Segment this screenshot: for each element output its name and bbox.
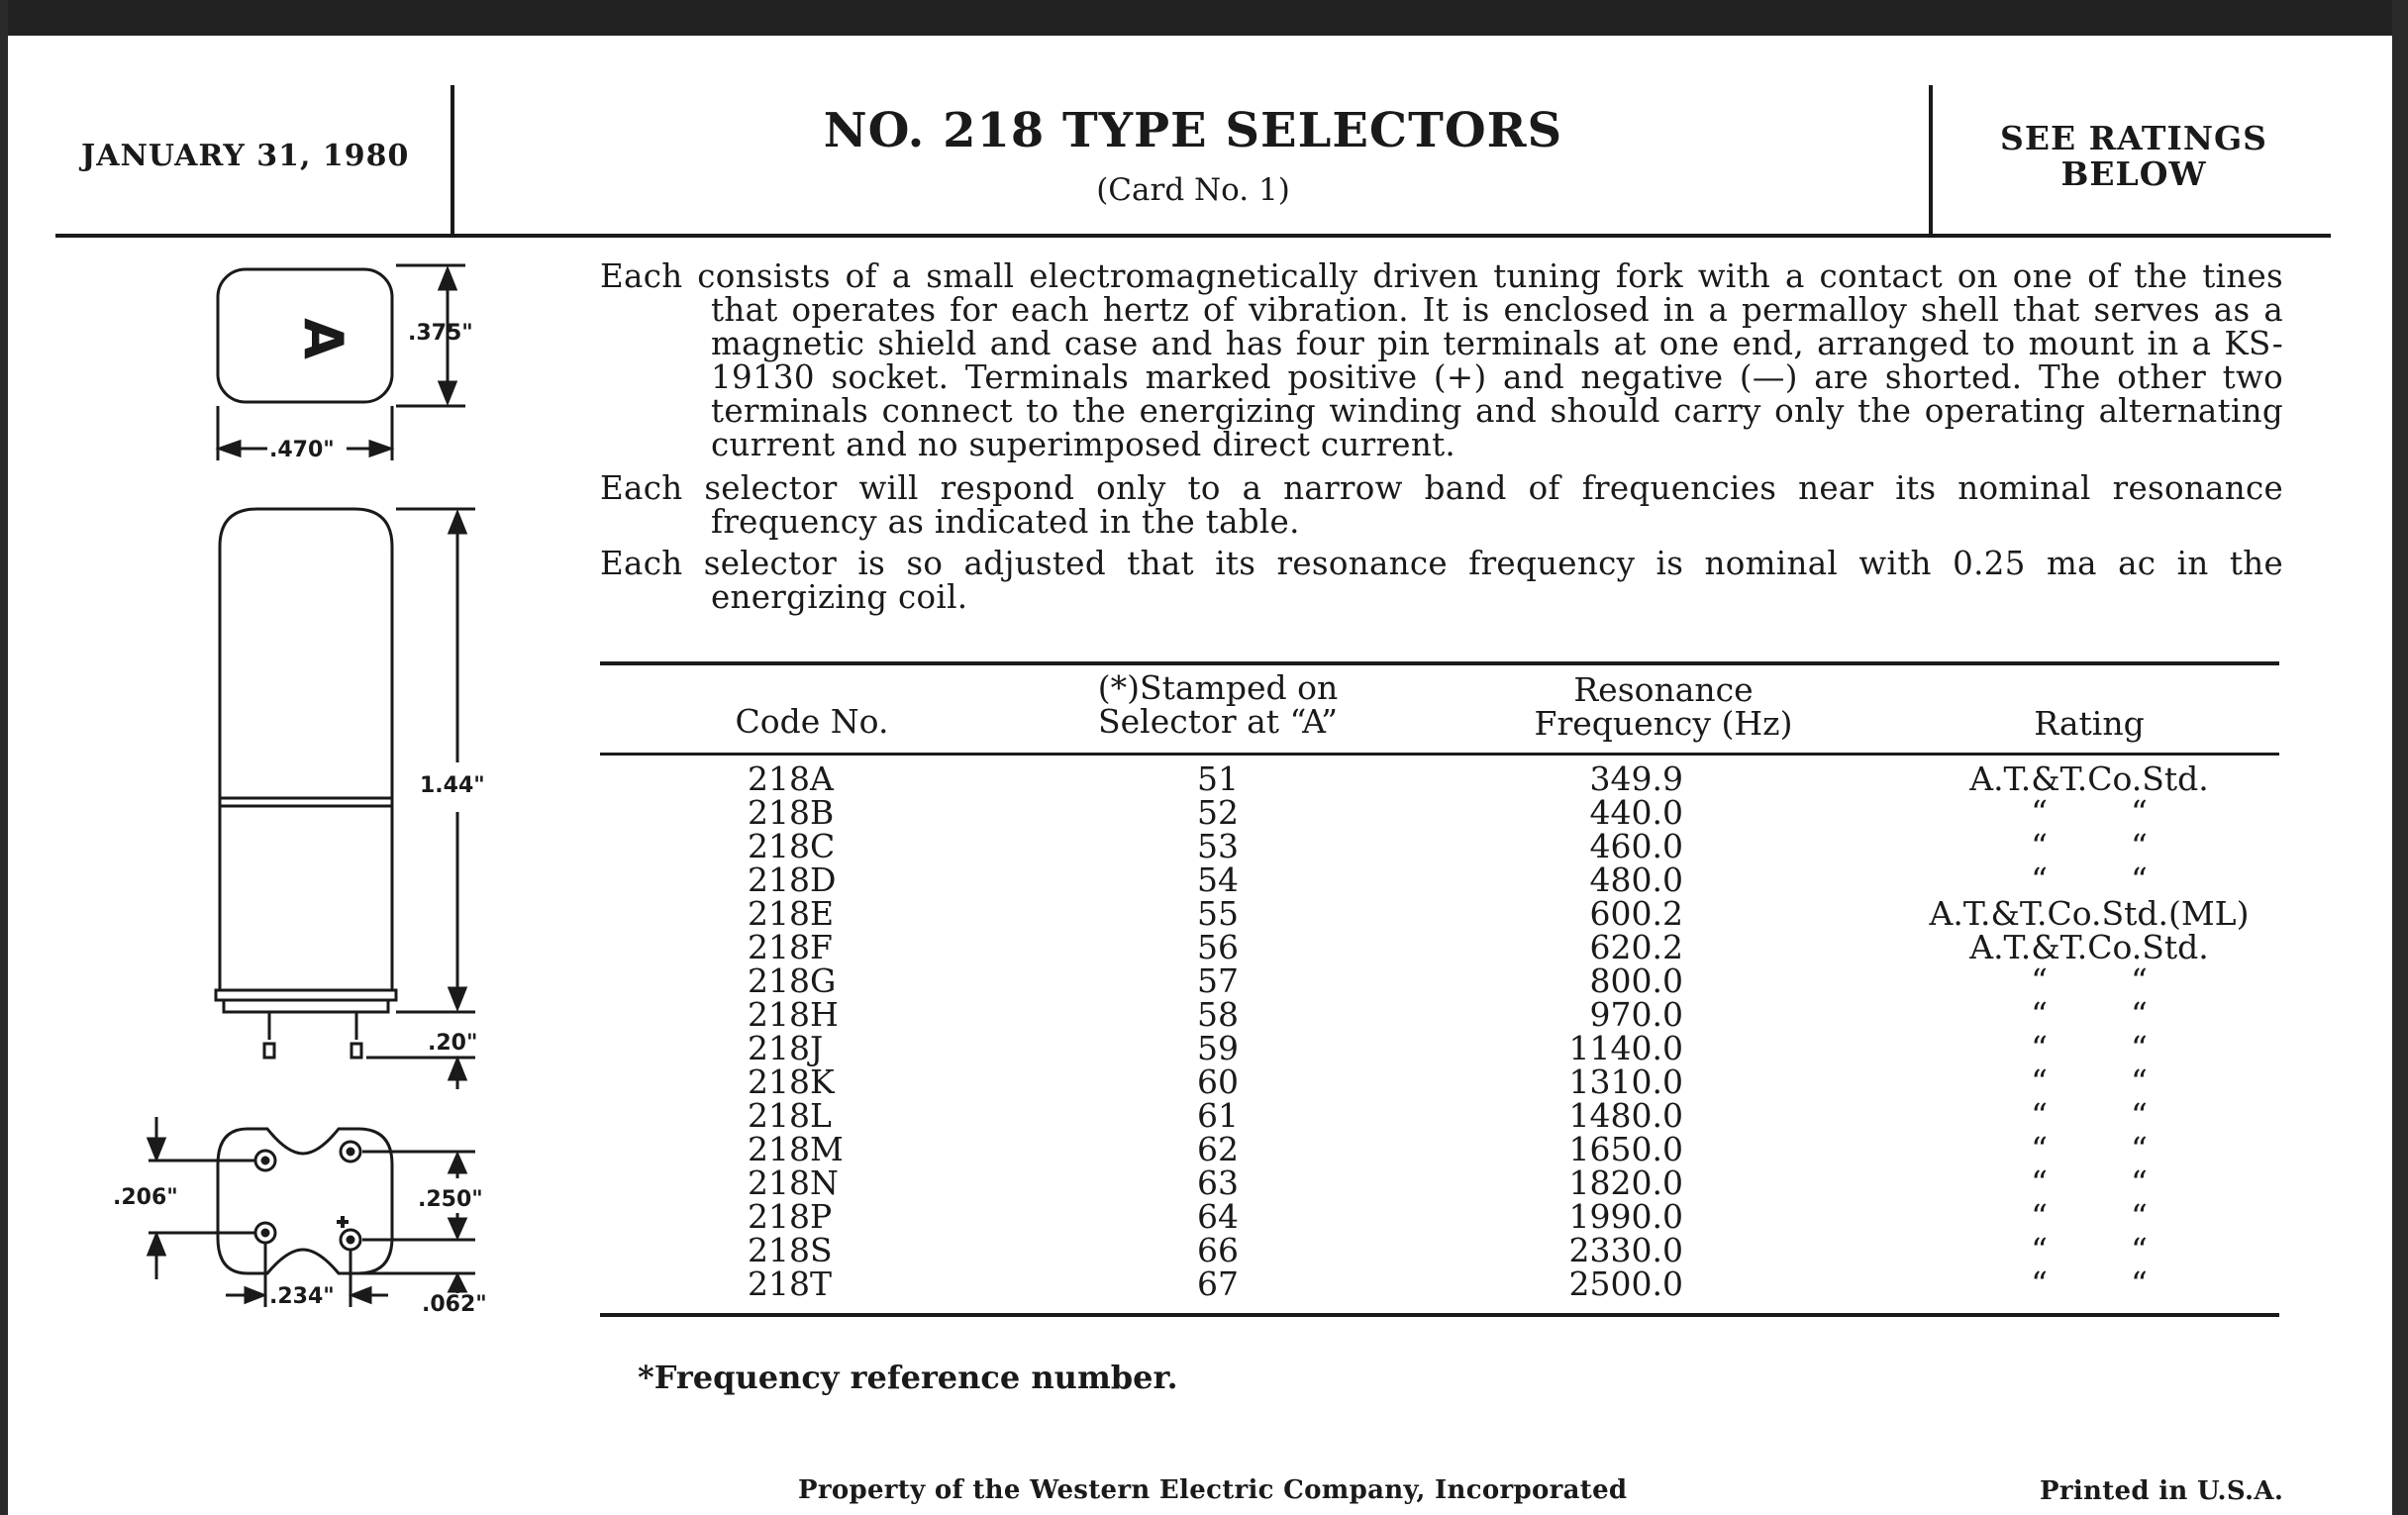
col-header-frequency-line1: Resonance	[1573, 670, 1754, 709]
table-cell-code: 218L	[748, 1096, 832, 1135]
see-ratings-line1: SEE RATINGS	[1999, 119, 2268, 157]
table-cell-freq: 460.0	[1589, 827, 1683, 865]
table-cell-stamp: 60	[1197, 1062, 1239, 1101]
table-cell-code: 218K	[748, 1062, 835, 1101]
col-header-frequency	[1485, 670, 1842, 743]
dim-375: .375"	[408, 321, 473, 346]
table-cell-rating: “ “	[2031, 860, 2148, 899]
table-cell-freq: 2330.0	[1568, 1231, 1683, 1269]
table-cell-stamp: 56	[1197, 928, 1239, 966]
table-cell-freq: 2500.0	[1568, 1264, 1683, 1303]
table-cell-stamp: 57	[1197, 961, 1239, 1000]
table-cell-code: 218N	[748, 1163, 839, 1202]
dim-470: .470"	[269, 438, 335, 462]
table-cell-stamp: 64	[1197, 1197, 1239, 1236]
table-cell-freq: 1820.0	[1568, 1163, 1683, 1202]
table-cell-stamp: 66	[1197, 1231, 1239, 1269]
table-bottom-rule	[600, 1313, 2279, 1317]
top-view-letter: A	[292, 318, 354, 359]
col-header-stamp-line2: Selector at “A”	[1098, 702, 1338, 741]
page-title: NO. 218 TYPE SELECTORS	[823, 103, 1563, 158]
card-number: (Card No. 1)	[1096, 172, 1290, 208]
header-divider-right	[1929, 85, 1933, 234]
description-paragraph-2: Each selector will respond only to a narrow band of frequencies near its nominal resonance frequency as indicated in the table.	[600, 469, 2283, 541]
table-cell-code: 218B	[748, 793, 835, 832]
col-header-stamp	[1050, 668, 1386, 741]
table-cell-freq: 1140.0	[1568, 1029, 1683, 1067]
table-cell-rating: “ “	[2031, 1264, 2148, 1303]
table-cell-rating: “ “	[2031, 1029, 2148, 1067]
table-cell-rating: “ “	[2031, 1096, 2148, 1135]
table-cell-freq: 1990.0	[1568, 1197, 1683, 1236]
table-cell-rating: A.T.&T.Co.Std.	[1969, 928, 2209, 966]
dim-206: .206"	[113, 1185, 178, 1210]
description-paragraph-3: Each selector is so adjusted that its resonance frequency is nominal with 0.25 ma ac in the energizing coil.	[600, 545, 2283, 616]
footer-printed: Printed in U.S.A.	[2040, 1476, 2284, 1506]
table-cell-rating: “ “	[2031, 1062, 2148, 1101]
table-cell-rating: “ “	[2031, 1130, 2148, 1168]
table-cell-stamp: 54	[1197, 860, 1239, 899]
table-cell-freq: 1480.0	[1568, 1096, 1683, 1135]
col-header-frequency-line2: Frequency (Hz)	[1534, 704, 1793, 743]
table-cell-rating: “ “	[2031, 961, 2148, 1000]
dim-144: 1.44"	[420, 773, 485, 798]
table-cell-rating: “ “	[2031, 793, 2148, 832]
table-cell-code: 218M	[748, 1130, 844, 1168]
selector-drawing	[0, 0, 554, 1366]
table-cell-stamp: 63	[1197, 1163, 1239, 1202]
table-cell-rating: “ “	[2031, 1163, 2148, 1202]
table-cell-freq: 480.0	[1589, 860, 1683, 899]
col-header-stamp-line1: (*)Stamped on	[1097, 668, 1339, 707]
table-cell-stamp: 62	[1197, 1130, 1239, 1168]
table-cell-stamp: 61	[1197, 1096, 1239, 1135]
dim-234: .234"	[269, 1284, 335, 1309]
table-cell-code: 218T	[748, 1264, 832, 1303]
dim-20: .20"	[428, 1031, 478, 1056]
table-cell-rating: “ “	[2031, 1197, 2148, 1236]
table-cell-stamp: 67	[1197, 1264, 1239, 1303]
table-cell-stamp: 58	[1197, 995, 1239, 1034]
table-cell-code: 218G	[748, 961, 837, 1000]
table-cell-rating: A.T.&T.Co.Std.	[1969, 759, 2209, 798]
table-top-rule	[600, 661, 2279, 665]
table-cell-rating: “ “	[2031, 1231, 2148, 1269]
table-cell-freq: 800.0	[1589, 961, 1683, 1000]
header-date: JANUARY 31, 1980	[81, 139, 410, 173]
footnote: *Frequency reference number.	[638, 1359, 1178, 1396]
table-cell-code: 218E	[748, 894, 835, 933]
side-view-body	[220, 509, 392, 990]
col-header-code: Code No.	[735, 702, 889, 741]
table-cell-freq: 1650.0	[1568, 1130, 1683, 1168]
table-cell-stamp: 51	[1197, 759, 1239, 798]
table-cell-code: 218S	[748, 1231, 833, 1269]
table-cell-code: 218F	[748, 928, 833, 966]
table-cell-stamp: 55	[1197, 894, 1239, 933]
footer-property: Property of the Western Electric Company, Incorporated	[798, 1475, 1628, 1505]
table-cell-freq: 1310.0	[1568, 1062, 1683, 1101]
table-cell-stamp: 59	[1197, 1029, 1239, 1067]
table-cell-stamp: 52	[1197, 793, 1239, 832]
scan-right-border	[2392, 0, 2408, 1515]
col-header-rating: Rating	[2034, 704, 2145, 743]
dim-250: .250"	[418, 1187, 483, 1212]
table-cell-stamp: 53	[1197, 827, 1239, 865]
table-cell-rating: “ “	[2031, 827, 2148, 865]
table-cell-freq: 970.0	[1589, 995, 1683, 1034]
table-cell-rating: A.T.&T.Co.Std.(ML)	[1929, 894, 2250, 933]
table-cell-code: 218J	[748, 1029, 824, 1067]
see-ratings-note	[1936, 121, 2332, 192]
table-cell-freq: 440.0	[1589, 793, 1683, 832]
table-cell-freq: 600.2	[1589, 894, 1683, 933]
table-cell-rating: “ “	[2031, 995, 2148, 1034]
table-cell-freq: 349.9	[1589, 759, 1683, 798]
table-cell-freq: 620.2	[1589, 928, 1683, 966]
see-ratings-line2: BELOW	[2060, 154, 2207, 193]
table-cell-code: 218C	[748, 827, 836, 865]
table-cell-code: 218H	[748, 995, 839, 1034]
table-cell-code: 218A	[748, 759, 834, 798]
description-paragraph-1: Each consists of a small electromagnetically driven tuning fork with a contact on one of the tines that operates for each hertz of vibration. It is enclosed in a permalloy shell that serves as a magnetic shield and case and has four pin terminals at one end, arranged to mount in a KS-19130 socket. Terminals marked positive (+) and negative (—) are shorted. The other two terminals connect to the energizing winding and should carry only the operating alternating current and no superimposed direct current.	[600, 257, 2283, 463]
table-cell-code: 218D	[748, 860, 837, 899]
dim-062: .062"	[422, 1292, 487, 1317]
table-header-rule	[600, 753, 2279, 756]
table-cell-code: 218P	[748, 1197, 833, 1236]
